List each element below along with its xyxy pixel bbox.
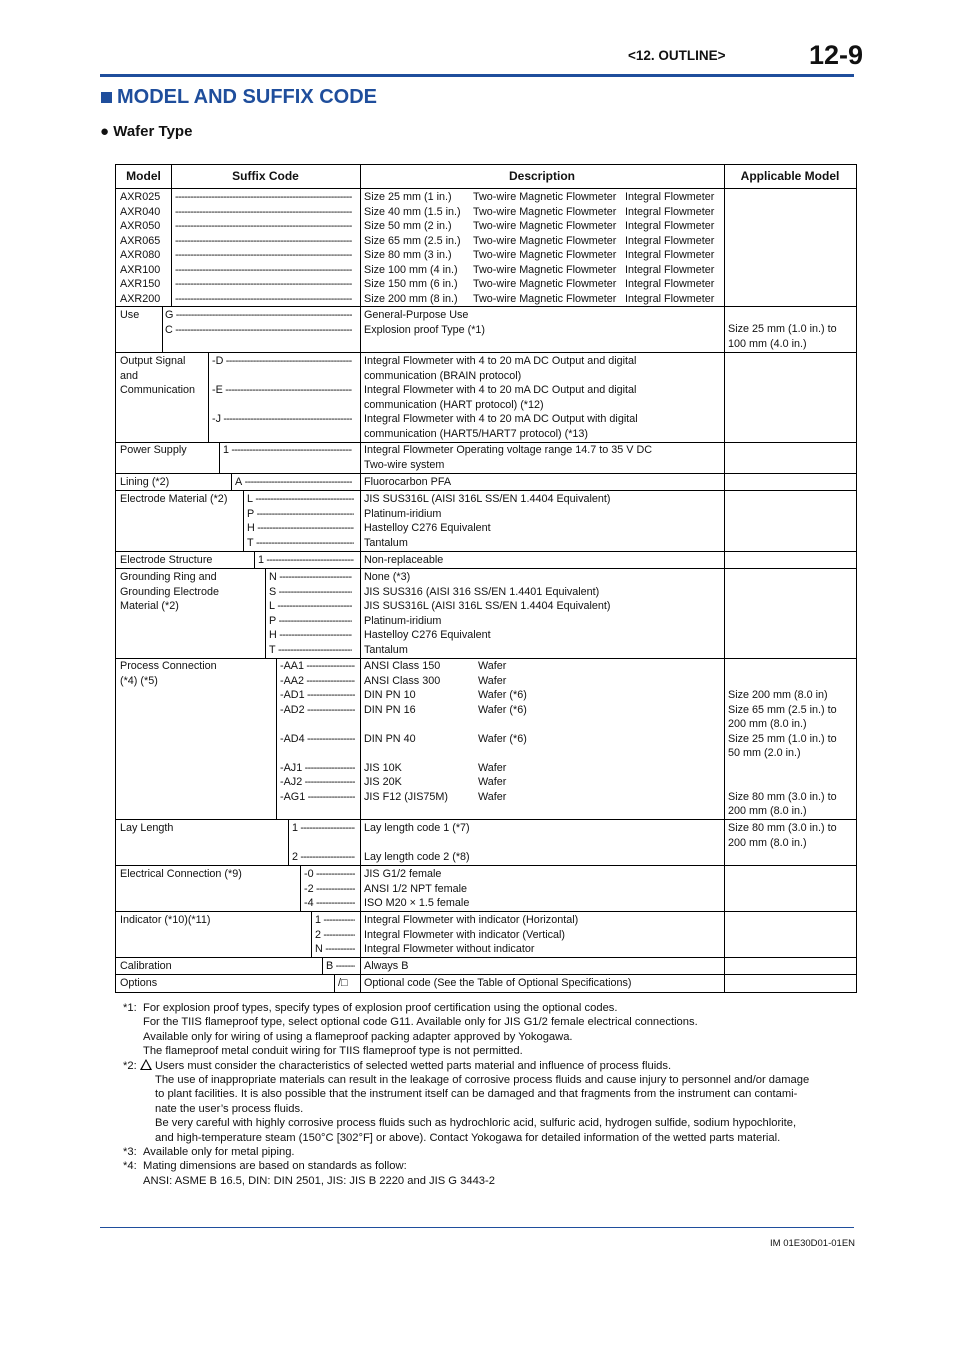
model-type: Two-wire Magnetic Flowmeter <box>473 205 617 218</box>
model-size: Size 25 mm (1 in.) <box>364 191 452 203</box>
process-standard: DIN PN 40 <box>364 732 416 745</box>
header-rule <box>100 74 854 77</box>
row-label-grounding: Grounding Ring and <box>120 571 217 583</box>
output-desc: Integral Flowmeter with 4 to 20 mA DC Output and digital <box>364 355 637 367</box>
footnote-text: For the TIIS flameproof type, select optional code G11. Available only for JIS G1/2 female electrical connections. <box>143 1016 698 1029</box>
process-standard: JIS 20K <box>364 776 402 788</box>
suffix-code: T ----- <box>269 643 352 658</box>
model-code: AXR050 <box>120 220 161 232</box>
column-divider-applicable <box>724 165 725 992</box>
model-type: Two-wire Magnetic Flowmeter <box>473 278 617 290</box>
grounding-desc: Hastelloy C276 Equivalent <box>364 629 491 641</box>
lay-length-desc: Lay length code 2 (*8) <box>364 851 470 863</box>
suffix-code <box>175 205 352 220</box>
suffix-code: -J ----- <box>212 412 352 427</box>
electrode-material-desc: Platinum-iridium <box>364 507 442 520</box>
process-type: Wafer <box>478 790 507 803</box>
electrical-desc: ANSI 1/2 NPT female <box>364 882 468 895</box>
output-desc: Integral Flowmeter with 4 to 20 mA DC Output and digital <box>364 384 637 396</box>
suffix-code: S ----- <box>269 585 352 600</box>
indicator-desc: Integral Flowmeter with indicator (Vertical) <box>364 928 566 941</box>
footnotes <box>123 1001 843 1188</box>
section-divider-indicator <box>311 911 312 957</box>
section-divider-output <box>208 352 209 442</box>
process-standard: ANSI Class 300 <box>364 674 441 687</box>
suffix-code: H ----- <box>269 628 352 643</box>
section-divider-electrode_structure <box>254 551 255 568</box>
lay-length-applicable: Size 80 mm (3.0 in.) to <box>728 822 837 834</box>
row-label-grounding: Grounding Electrode <box>120 585 220 598</box>
footnote-text: Available only for wiring of using a flameproof packing adapter approved by Yokogawa. <box>143 1030 573 1043</box>
model-type: Two-wire Magnetic Flowmeter <box>473 249 617 261</box>
model-code: AXR040 <box>120 205 161 218</box>
footnote-line <box>123 1015 843 1029</box>
use-applicable: Size 25 mm (1.0 in.) to <box>728 323 837 335</box>
row-label-options: Options <box>120 977 158 989</box>
model-kind: Integral Flowmeter <box>625 191 715 203</box>
footnote-text: ANSI: ASME B 16.5, DIN: DIN 2501, JIS: JIS B 2220 and JIS G 3443-2 <box>143 1174 495 1187</box>
model-type: Two-wire Magnetic Flowmeter <box>473 263 617 276</box>
model-code: AXR080 <box>120 249 161 261</box>
model-code: AXR025 <box>120 191 161 203</box>
suffix-code: -AG1 ----- <box>280 790 355 805</box>
power-desc: Integral Flowmeter Operating voltage range 14.7 to 35 V DC <box>364 444 653 456</box>
footnote-text-wrap <box>140 1059 671 1073</box>
warning-icon <box>140 1059 152 1070</box>
footnote-line <box>123 1044 843 1058</box>
table-header-rule <box>116 188 856 189</box>
indicator-desc: Integral Flowmeter without indicator <box>364 943 535 955</box>
suffix-code <box>175 219 352 234</box>
row-label-electrical: Electrical Connection (*9) <box>120 868 242 880</box>
model-kind: Integral Flowmeter <box>625 205 715 218</box>
process-standard: DIN PN 16 <box>364 703 416 716</box>
model-kind: Integral Flowmeter <box>625 249 715 261</box>
suffix-code: P ----- <box>247 507 354 522</box>
use-desc: General-Purpose Use <box>364 309 469 321</box>
section-divider-lay <box>288 819 289 865</box>
footnote-line <box>123 1073 843 1087</box>
model-size: Size 50 mm (2 in.) <box>364 220 452 232</box>
suffix-code: H ----- <box>247 521 354 536</box>
model-kind: Integral Flowmeter <box>625 278 715 290</box>
footnote-text: and high-temperature steam (150°C [302°F] or above). Contact Yokogawa for detailed information of the wetted parts material. <box>155 1131 781 1144</box>
suffix-code: N ----- <box>269 570 352 585</box>
model-kind: Integral Flowmeter <box>625 263 715 276</box>
suffix-code: G ----- <box>165 308 352 323</box>
suffix-code <box>175 277 352 292</box>
row-label-use: Use <box>120 309 140 321</box>
section-rule-lining <box>116 473 856 474</box>
suffix-code: 1 ----- <box>258 553 354 568</box>
suffix-code <box>175 190 352 205</box>
section-divider-process <box>276 658 277 819</box>
footnote-text: The flameproof metal conduit wiring for TIIS flameproof type is not permitted. <box>143 1045 523 1058</box>
section-divider-models <box>171 188 172 306</box>
section-divider-lining <box>231 473 232 490</box>
footnote-label: *1: <box>123 1002 137 1014</box>
footnote-label: *4: <box>123 1160 137 1173</box>
section-rule-lay <box>116 819 856 820</box>
process-type: Wafer (*6) <box>478 689 527 701</box>
process-applicable: Size 80 mm (3.0 in.) to <box>728 790 837 803</box>
model-kind: Integral Flowmeter <box>625 292 715 305</box>
suffix-code: T ----- <box>247 536 354 551</box>
suffix-code: -AD4 ----- <box>280 732 355 747</box>
output-desc: Integral Flowmeter with 4 to 20 mA DC Output with digital <box>364 413 638 425</box>
grounding-desc: Tantalum <box>364 643 408 656</box>
section-rule-electrode_structure <box>116 551 856 552</box>
section-rule-calibration <box>116 957 856 958</box>
footnote-text: The use of inappropriate materials can result in the leakage of corrosive process fluids and cause injury to personnel and/or damage <box>155 1073 810 1086</box>
lay-length-applicable: 200 mm (8.0 in.) <box>728 836 807 849</box>
section-rule-electrode_material <box>116 490 856 491</box>
footnote-line <box>123 1001 843 1015</box>
suffix-code: -2 ----- <box>304 882 355 897</box>
suffix-code <box>175 292 352 307</box>
indicator-desc: Integral Flowmeter with indicator (Horizontal) <box>364 914 579 926</box>
section-rule-grounding <box>116 568 856 569</box>
suffix-code: P ----- <box>269 614 352 629</box>
footnote-line <box>123 1102 843 1116</box>
grounding-desc: JIS SUS316 (AISI 316 SS/EN 1.4401 Equivalent) <box>364 585 600 598</box>
process-applicable: 50 mm (2.0 in.) <box>728 747 801 759</box>
suffix-code <box>175 248 352 263</box>
electrode-structure-desc: Non-replaceable <box>364 554 444 566</box>
suffix-code: L ----- <box>269 599 352 614</box>
suffix-code: -E ----- <box>212 383 352 398</box>
options-desc: Optional code (See the Table of Optional Specifications) <box>364 977 632 989</box>
model-type: Two-wire Magnetic Flowmeter <box>473 220 617 232</box>
suffix-code: -AJ2 ----- <box>280 775 355 790</box>
suffix-code: 2 ----- <box>315 928 355 943</box>
section-title-text: MODEL AND SUFFIX CODE <box>117 86 378 108</box>
model-code: AXR200 <box>120 292 161 305</box>
row-label-calibration: Calibration <box>120 960 172 972</box>
process-type: Wafer <box>478 776 507 788</box>
suffix-code <box>175 234 352 249</box>
running-header-section: <12. OUTLINE> <box>628 48 726 63</box>
header-description: Description <box>508 169 575 183</box>
calibration-desc: Always B <box>364 960 409 972</box>
footnote-line <box>123 1030 843 1044</box>
grounding-desc: JIS SUS316L (AISI 316L SS/EN 1.4404 Equivalent) <box>364 600 611 612</box>
footnote-text: nate the user’s process fluids. <box>155 1102 304 1115</box>
suffix-code: 1 ----- <box>315 913 355 928</box>
process-standard: DIN PN 10 <box>364 689 416 701</box>
electrode-material-desc: JIS SUS316L (AISI 316L SS/EN 1.4404 Equivalent) <box>364 493 611 505</box>
output-desc: communication (HART5/HART7 protocol) (*13) <box>364 427 589 440</box>
footnote-text: to plant facilities. It is also possible that the instrument itself can be damaged and that fragments from the instrument can contami- <box>155 1088 798 1101</box>
row-label-grounding: Material (*2) <box>120 600 179 612</box>
section-divider-calibration <box>322 957 323 974</box>
suffix-code: A ----- <box>235 475 352 490</box>
lay-length-desc: Lay length code 1 (*7) <box>364 822 470 834</box>
row-label-electrode-material: Electrode Material (*2) <box>120 493 228 505</box>
suffix-code: 1 ----- <box>223 443 352 458</box>
suffix-code: N ----- <box>315 942 355 957</box>
suffix-code: L ----- <box>247 492 354 507</box>
footnote-line <box>123 1131 843 1145</box>
footnote-line <box>123 1145 843 1159</box>
process-type: Wafer <box>478 674 507 687</box>
model-size: Size 40 mm (1.5 in.) <box>364 205 461 218</box>
row-label-output: and <box>120 369 139 382</box>
footnote-line <box>123 1059 843 1073</box>
model-type: Two-wire Magnetic Flowmeter <box>473 292 617 305</box>
footnote-text: Users must consider the characteristics of selected wetted parts material and influence of process fluids. <box>155 1059 672 1072</box>
section-rule-indicator <box>116 911 856 912</box>
section-divider-grounding <box>265 568 266 658</box>
model-type: Two-wire Magnetic Flowmeter <box>473 234 617 247</box>
grounding-desc: None (*3) <box>364 571 411 583</box>
footnote-line <box>123 1174 843 1188</box>
model-kind: Integral Flowmeter <box>625 234 715 247</box>
square-bullet-icon <box>101 92 112 103</box>
process-type: Wafer <box>478 660 507 672</box>
row-label-process: Process Connection <box>120 660 217 672</box>
footnote-text: Available only for metal piping. <box>143 1145 295 1158</box>
footnote-text: Be very careful with highly corrosive process fluids such as hydrochloric acid, sulfuric acid, hydrogen sulfide, sodium hypochlorite, <box>155 1117 797 1130</box>
output-desc: communication (HART protocol) (*12) <box>364 398 544 411</box>
process-standard: JIS F12 (JIS75M) <box>364 790 448 803</box>
header-applicable-model: Applicable Model <box>740 169 840 183</box>
process-applicable: Size 25 mm (1.0 in.) to <box>728 732 837 745</box>
suffix-code: C ----- <box>165 323 352 338</box>
footnote-line <box>123 1116 843 1130</box>
use-applicable: 100 mm (4.0 in.) <box>728 337 807 350</box>
lining-desc: Fluorocarbon PFA <box>364 476 452 488</box>
suffix-code: -D ----- <box>212 354 352 369</box>
model-type: Two-wire Magnetic Flowmeter <box>473 191 617 203</box>
footer-rule <box>100 1227 854 1228</box>
footnote-label: *2: <box>123 1059 137 1072</box>
page-number: 12-9 <box>809 40 864 70</box>
footnote-text: Mating dimensions are based on standards as follow: <box>143 1160 407 1173</box>
suffix-code <box>175 263 352 278</box>
header-suffix-code: Suffix Code <box>232 169 299 183</box>
grounding-desc: Platinum-iridium <box>364 614 442 627</box>
section-rule-use <box>116 306 856 307</box>
header-model: Model <box>126 169 161 183</box>
suffix-code: 2 ----- <box>292 850 355 865</box>
suffix-code: -AA2 ----- <box>280 674 355 689</box>
model-kind: Integral Flowmeter <box>625 220 715 232</box>
footnote-line <box>123 1159 843 1173</box>
footnote-line <box>123 1087 843 1101</box>
power-desc: Two-wire system <box>364 458 445 471</box>
section-divider-electrical <box>300 865 301 911</box>
row-label-process: (*4) (*5) <box>120 674 158 687</box>
process-type: Wafer (*6) <box>478 703 527 716</box>
row-label-electrode-structure: Electrode Structure <box>120 554 213 566</box>
process-type: Wafer (*6) <box>478 732 527 745</box>
suffix-code: 1 ----- <box>292 821 355 836</box>
section-title <box>101 86 377 109</box>
row-label-output: Communication <box>120 384 196 396</box>
row-label-output: Output Signal <box>120 355 186 367</box>
model-size: Size 65 mm (2.5 in.) <box>364 234 461 247</box>
process-applicable: Size 200 mm (8.0 in) <box>728 689 828 701</box>
use-desc: Explosion proof Type (*1) <box>364 323 486 336</box>
suffix-code: -AA1 ----- <box>280 659 355 674</box>
section-divider-electrode_material <box>243 490 244 551</box>
model-code: AXR065 <box>120 234 161 247</box>
suffix-code: -AD2 ----- <box>280 703 355 718</box>
suffix-code: -AD1 ----- <box>280 688 355 703</box>
section-rule-options <box>116 974 856 975</box>
subsection-title: ● Wafer Type <box>100 123 193 140</box>
electrical-desc: JIS G1/2 female <box>364 868 442 880</box>
model-code: AXR150 <box>120 278 161 290</box>
row-label-power: Power Supply <box>120 444 187 456</box>
process-standard: JIS 10K <box>364 761 402 774</box>
options-code: /□ <box>338 977 348 989</box>
document-id: IM 01E30D01-01EN <box>770 1238 856 1249</box>
process-standard: ANSI Class 150 <box>364 660 441 672</box>
process-type: Wafer <box>478 761 507 774</box>
section-divider-use <box>162 306 163 352</box>
model-size: Size 100 mm (4 in.) <box>364 263 458 276</box>
model-code: AXR100 <box>120 263 161 276</box>
electrode-material-desc: Hastelloy C276 Equivalent <box>364 522 491 534</box>
footnote-label: *3: <box>123 1145 137 1158</box>
section-divider-options <box>334 974 335 992</box>
output-desc: communication (BRAIN protocol) <box>364 369 522 382</box>
suffix-code: B ----- <box>326 959 355 974</box>
suffix-code: -4 ----- <box>304 896 355 911</box>
row-label-lay-length: Lay Length <box>120 822 174 834</box>
electrical-desc: ISO M20 × 1.5 female <box>364 897 470 909</box>
process-applicable: Size 65 mm (2.5 in.) to <box>728 703 837 716</box>
model-suffix-table <box>115 164 857 993</box>
section-rule-electrical <box>116 865 856 866</box>
model-size: Size 150 mm (6 in.) <box>364 278 458 290</box>
footnote-text: For explosion proof types, specify types of explosion proof certification using the optional codes. <box>143 1002 618 1014</box>
suffix-code: -AJ1 ----- <box>280 761 355 776</box>
row-label-indicator: Indicator (*10)(*11) <box>120 914 211 926</box>
model-size: Size 200 mm (8 in.) <box>364 292 458 305</box>
column-divider-description <box>360 165 361 992</box>
suffix-code: -0 ----- <box>304 867 355 882</box>
process-applicable: 200 mm (8.0 in.) <box>728 718 807 730</box>
model-size: Size 80 mm (3 in.) <box>364 249 452 261</box>
process-applicable: 200 mm (8.0 in.) <box>728 805 807 817</box>
row-label-lining: Lining (*2) <box>120 476 170 488</box>
section-divider-power <box>219 442 220 473</box>
electrode-material-desc: Tantalum <box>364 536 408 549</box>
section-rule-output <box>116 352 856 353</box>
